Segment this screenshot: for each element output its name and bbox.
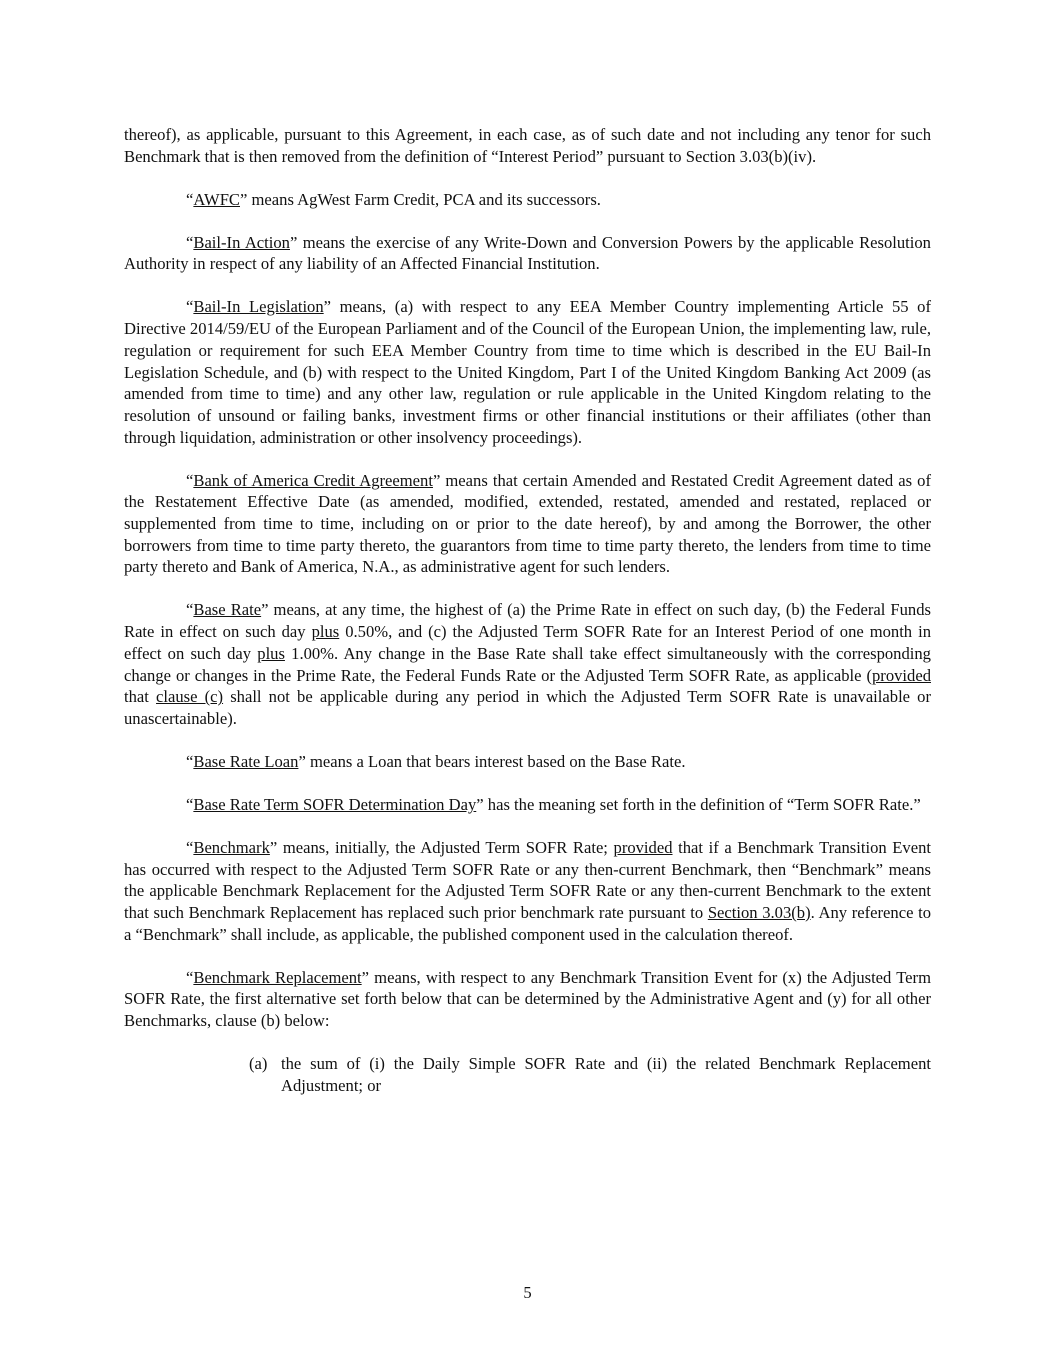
cross-reference: Section 3.03(b)	[707, 903, 811, 923]
definition-text: that if a Benchmark Transition Event has occurred with respect to the Adjusted Term SOFR Rate or any then-current Benchmark, then “Benchmark” means the applicable Benchmark Replacement for the Adjusted Term SOFR Rate or any then-current Benchmark to the extent that such Benchmark Replacement has replaced such prior benchmark rate pursuant to	[124, 837, 931, 923]
definition-text: that	[124, 687, 157, 707]
defined-term: Base Rate Loan	[193, 751, 299, 771]
definition-text: 1.00%. Any change in the Base Rate shall take effect simultaneously with the corresponding change or changes in the Prime Rate, the Federal Funds Rate or the Adjusted Term SOFR Rate, as applicable (	[124, 643, 931, 685]
definition-benchmark-replacement	[124, 967, 931, 1032]
defined-term: Bail-In Action	[193, 232, 290, 252]
definition-text: ” means, initially, the Adjusted Term SOFR Rate;	[269, 837, 614, 857]
definition-bail-in-action	[124, 232, 931, 275]
defined-term: Benchmark	[193, 837, 270, 857]
paragraph-continuation	[124, 124, 931, 167]
list-item-text: the sum of (i) the Daily Simple SOFR Rate and (ii) the related Benchmark Replacement Adjustment; or	[281, 1054, 931, 1095]
underlined-word: provided	[613, 837, 673, 857]
underlined-word: plus	[311, 622, 340, 642]
definition-boa-credit-agreement	[124, 470, 931, 579]
open-quote: “	[186, 837, 194, 857]
open-quote: “	[186, 470, 194, 490]
definition-base-rate	[124, 599, 931, 729]
definition-text: shall not be applicable during any period in which the Adjusted Term SOFR Rate is unavailable or unascertainable).	[124, 687, 932, 728]
definition-base-rate-term-sofr-day	[124, 794, 931, 816]
definition-text: ” means the exercise of any Write-Down and Conversion Powers by the applicable Resolution Authority in respect of any liability of an Affected Financial Institution.	[124, 232, 931, 274]
open-quote: “	[186, 794, 194, 814]
definition-base-rate-loan	[124, 751, 931, 773]
open-quote: “	[186, 600, 194, 620]
definition-text: ” means AgWest Farm Credit, PCA and its successors.	[240, 189, 601, 209]
defined-term: Base Rate Term SOFR Determination Day	[193, 794, 477, 814]
definition-text: ” means, at any time, the highest of (a) the Prime Rate in effect on such day, (b) the Federal Funds Rate in effect on such day	[124, 600, 931, 642]
underlined-word: provided	[872, 665, 931, 685]
open-quote: “	[186, 297, 194, 317]
underlined-word: plus	[257, 643, 285, 663]
definition-text: . Any reference to a “Benchmark” shall include, as applicable, the published component used in the calculation thereof.	[124, 903, 931, 944]
defined-term: Benchmark Replacement	[193, 967, 362, 987]
paragraph-text: thereof), as applicable, pursuant to this Agreement, in each case, as of such date and not including any tenor for such Benchmark that is then removed from the definition of “Interest Period” pursuant to Section 3.03(b)(iv).	[124, 125, 931, 166]
definition-text: ” means, with respect to any Benchmark Transition Event for (x) the Adjusted Term SOFR Rate, the first alternative set forth below that can be determined by the Administrative Agent and (y) for all other Benchmarks, clause (b) below:	[124, 967, 931, 1031]
definition-text: 0.50%, and (c) the Adjusted Term SOFR Rate for an Interest Period of one month in effect on such day	[124, 622, 931, 663]
open-quote: “	[186, 967, 194, 987]
page-number: 5	[523, 1283, 532, 1302]
defined-term: Bail-In Legislation	[193, 297, 324, 317]
open-quote: “	[186, 189, 194, 209]
open-quote: “	[186, 232, 194, 252]
defined-term: Base Rate	[193, 600, 262, 620]
defined-term: Bank of America Credit Agreement	[193, 470, 433, 490]
definition-text: ” means, (a) with respect to any EEA Member Country implementing Article 55 of Directive 2014/59/EU of the European Parliament and of the Council of the European Union, the implementing law, rule, regulation or requirement for such EEA Member Country from time to time which is described in the EU Bail-In Legislation Schedule, and (b) with respect to the United Kingdom, Part I of the United Kingdom Banking Act 2009 (as amended from time to time) and any other law, regulation or rule applicable in the United Kingdom relating to the resolution of unsound or failing banks, investment firms or other financial institutions or their affiliates (other than through liquidation, administration or other insolvency proceedings).	[124, 297, 932, 447]
open-quote: “	[186, 751, 194, 771]
definition-text: ” means that certain Amended and Restated Credit Agreement dated as of the Restatement Effective Date (as amended, modified, extended, restated, amended and restated, replaced or supplemented from time to time, including on or prior to the date hereof), by and among the Borrower, the other borrowers from time to time party thereto, the guarantors from time to time party thereto, the lenders from time to time party thereto and Bank of America, N.A., as administrative agent for such lenders.	[124, 470, 931, 577]
definition-text: ” has the meaning set forth in the definition of “Term SOFR Rate.”	[476, 794, 921, 814]
definition-benchmark	[124, 837, 931, 946]
cross-reference: clause (c)	[156, 687, 224, 707]
definition-text: ” means a Loan that bears interest based on the Base Rate.	[298, 751, 686, 771]
list-item-label: (a)	[249, 1054, 268, 1074]
definition-bail-in-legislation	[124, 296, 931, 448]
definition-awfc	[124, 189, 931, 211]
list-item	[249, 1053, 931, 1096]
defined-term: AWFC	[193, 189, 240, 209]
